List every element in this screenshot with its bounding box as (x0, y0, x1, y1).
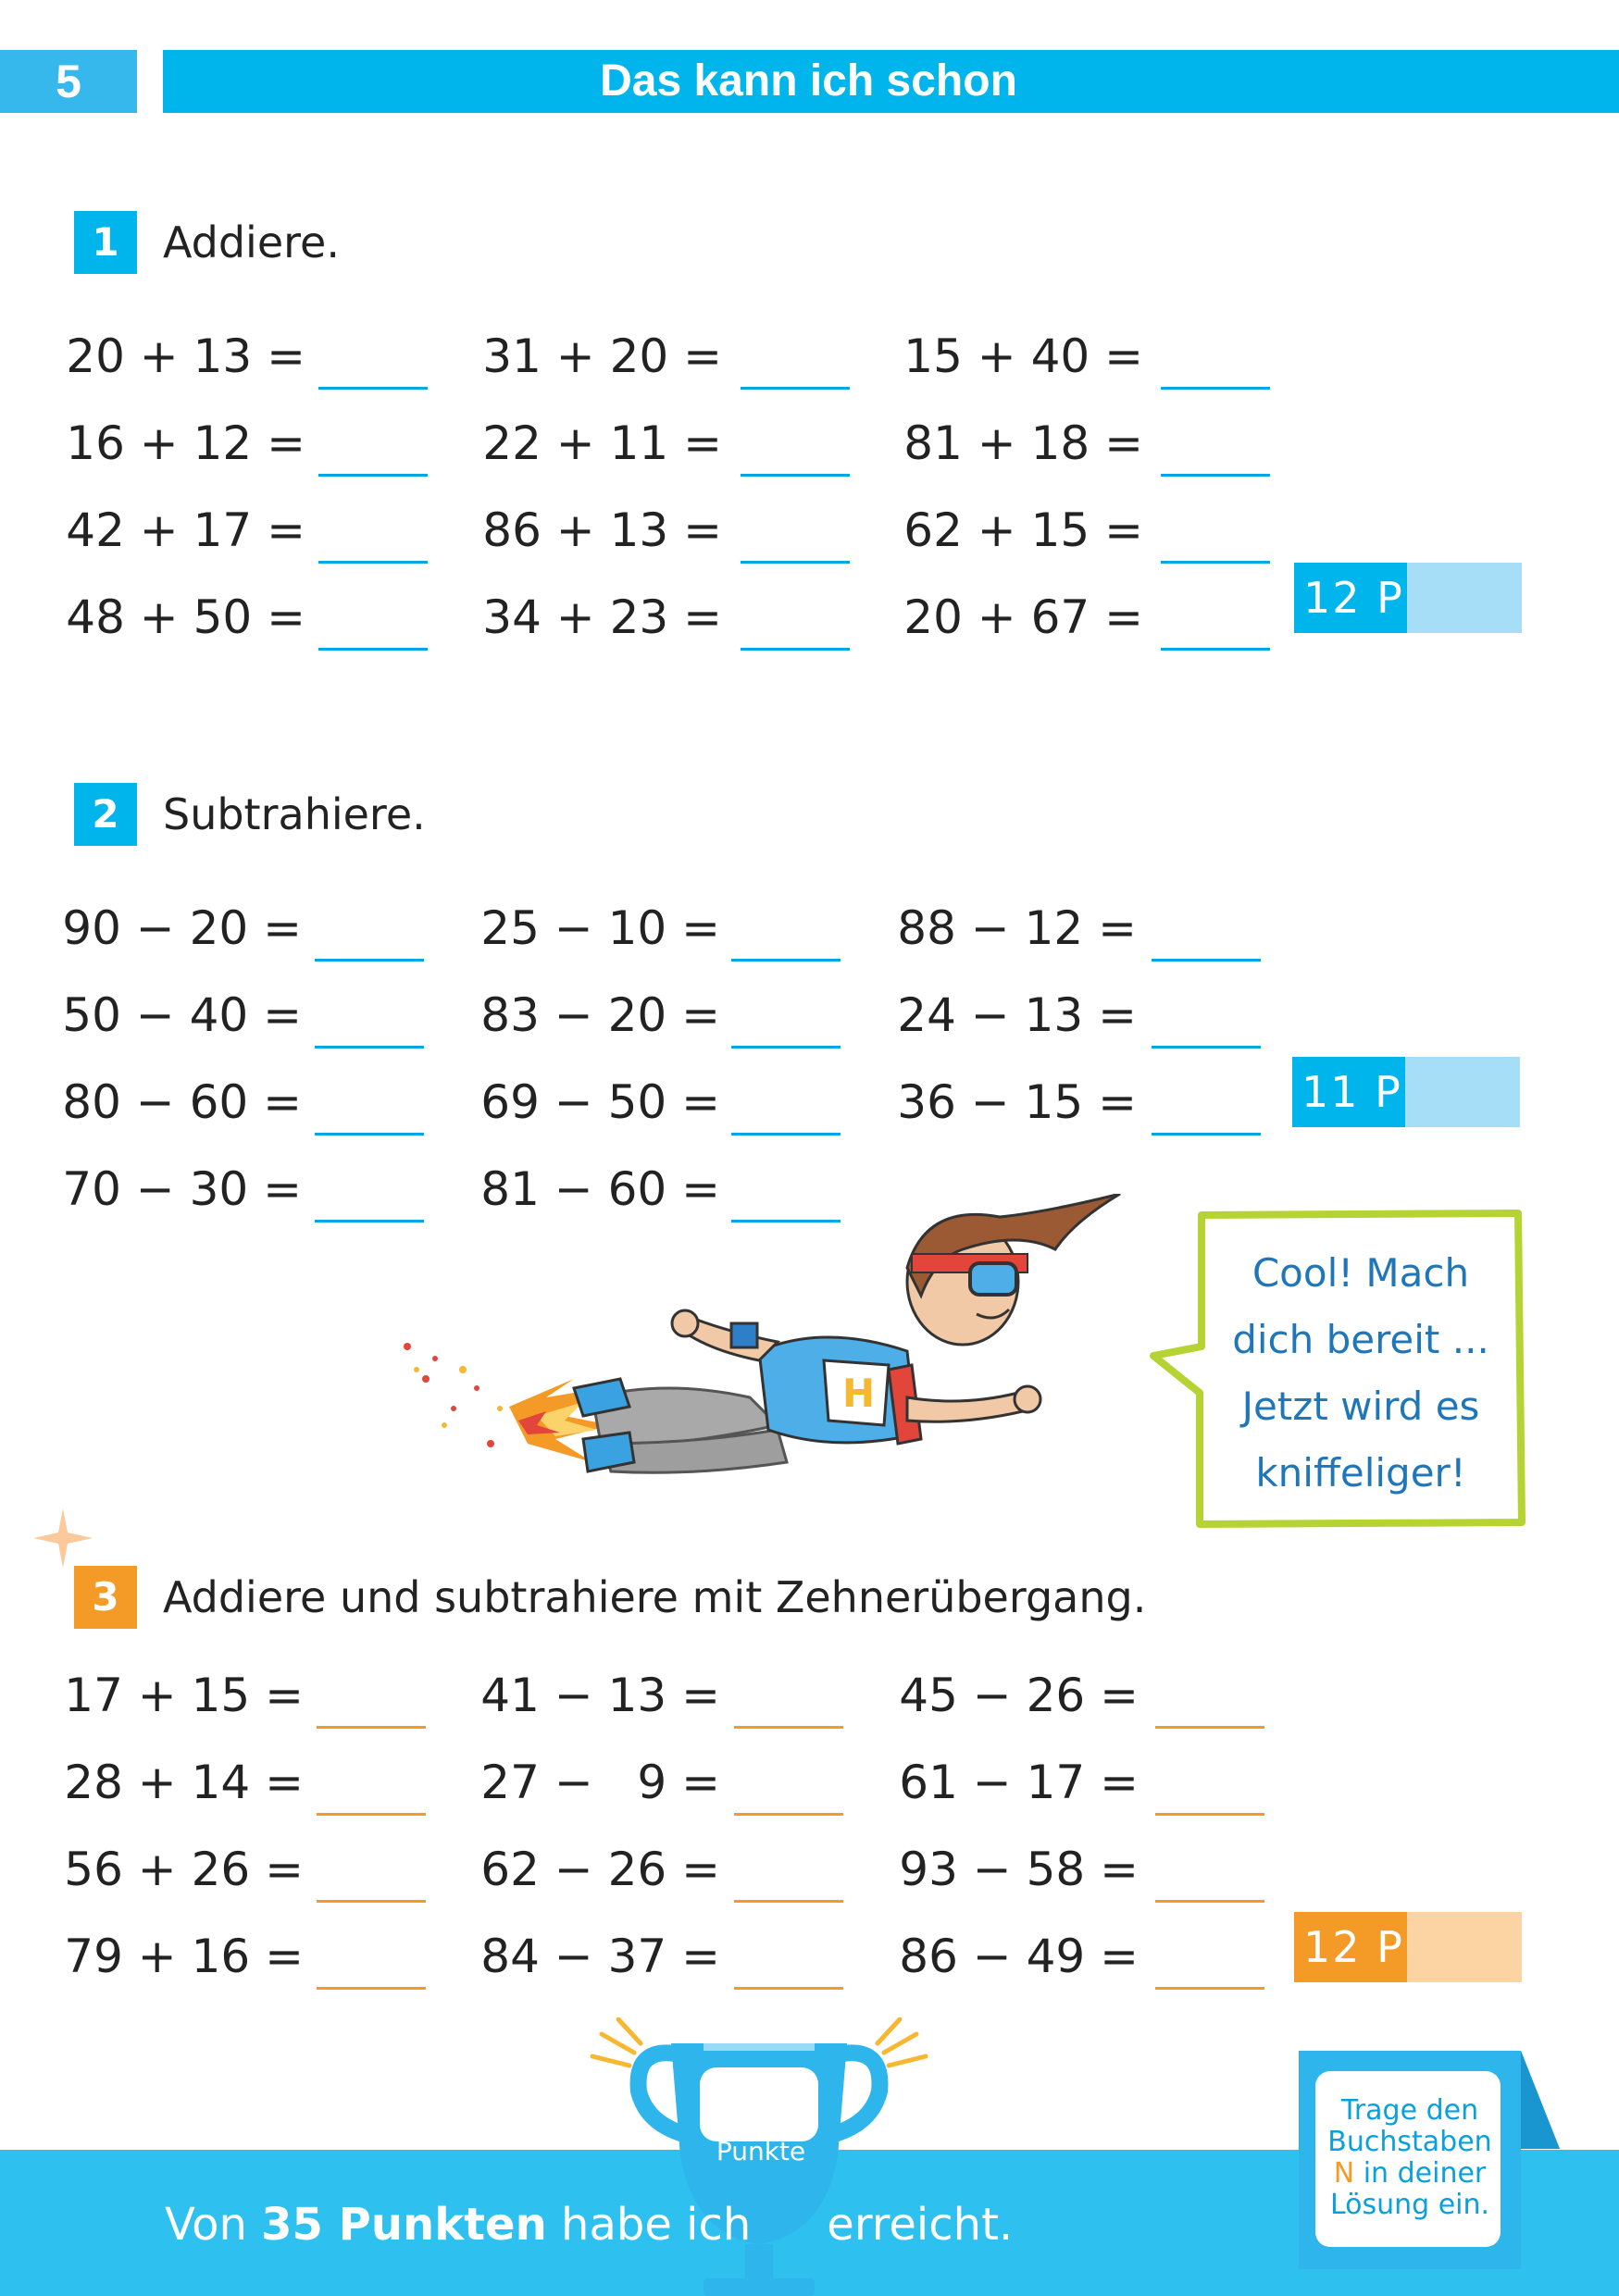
exercise-3-6: 27 − 9 = (480, 1756, 720, 1809)
speech-line: Cool! Mach (1252, 1250, 1470, 1296)
answer-blank[interactable] (741, 648, 850, 651)
exercise-1-7: 86 + 13 = (482, 503, 722, 557)
page-number: 5 (56, 56, 81, 107)
exercise-2-9: 88 − 12 = (897, 901, 1137, 955)
exercise-2-1: 90 − 20 = (62, 901, 302, 955)
exercise-3-1: 17 + 15 = (64, 1669, 304, 1722)
answer-blank[interactable] (1152, 959, 1261, 962)
answer-blank[interactable] (731, 1133, 841, 1136)
exercise-2-10: 24 − 13 = (897, 988, 1137, 1042)
exercise-1-8: 34 + 23 = (482, 590, 722, 644)
section-3-number: 3 (74, 1566, 137, 1629)
answer-blank[interactable] (318, 387, 428, 390)
exercise-3-4: 79 + 16 = (64, 1930, 304, 1983)
exercise-1-9: 15 + 40 = (903, 329, 1143, 383)
answer-blank[interactable] (731, 959, 841, 962)
section-3-instruction: Addiere und subtrahiere mit Zehnerübergang. (163, 1572, 1147, 1622)
exercise-1-2: 16 + 12 = (66, 416, 305, 470)
exercise-1-12: 20 + 67 = (903, 590, 1143, 644)
hint-text (1314, 2095, 1505, 2221)
speech-line: dich bereit ... (1232, 1317, 1489, 1362)
answer-blank[interactable] (734, 1813, 843, 1816)
answer-blank[interactable] (741, 474, 850, 477)
answer-blank[interactable] (1152, 1133, 1261, 1136)
page-title: Das kann ich schon (600, 56, 1017, 105)
section-1-instruction: Addiere. (163, 217, 340, 267)
answer-blank[interactable] (317, 1813, 426, 1816)
answer-blank[interactable] (734, 1987, 843, 1990)
section-2-score: 11 P (1292, 1057, 1405, 1127)
exercise-3-9: 45 − 26 = (899, 1669, 1139, 1722)
answer-blank[interactable] (731, 1046, 841, 1049)
star-icon (33, 1508, 93, 1568)
points-summary (165, 2188, 1013, 2262)
answer-blank[interactable] (1161, 648, 1270, 651)
exercise-1-6: 22 + 11 = (482, 416, 722, 470)
section-2-instruction: Subtrahiere. (163, 789, 426, 839)
exercise-1-5: 31 + 20 = (482, 329, 722, 383)
section-3-score: 12 P (1294, 1912, 1407, 1982)
section-1-score: 12 P (1294, 563, 1407, 633)
exercise-1-1: 20 + 13 = (66, 329, 305, 383)
exercise-3-5: 41 − 13 = (480, 1669, 720, 1722)
score-entry-field[interactable] (1405, 1057, 1520, 1127)
answer-blank[interactable] (317, 1987, 426, 1990)
answer-blank[interactable] (741, 387, 850, 390)
flying-hero-illustration (389, 1194, 1129, 1508)
speech-line: Jetzt wird es (1241, 1384, 1480, 1429)
speech-line: kniffeliger! (1255, 1450, 1466, 1496)
exercise-3-12: 86 − 49 = (899, 1930, 1139, 1983)
summary-text: habe ich (546, 2199, 752, 2251)
hint-line (1314, 2158, 1505, 2190)
answer-blank[interactable] (1161, 561, 1270, 564)
answer-blank[interactable] (315, 1133, 424, 1136)
hint-letter: N (1333, 2157, 1355, 2190)
section-2-number: 2 (74, 783, 137, 846)
answer-blank[interactable] (315, 959, 424, 962)
exercise-2-8: 81 − 60 = (480, 1162, 720, 1216)
answer-blank[interactable] (734, 1726, 843, 1729)
section-3-score-box[interactable] (1294, 1912, 1522, 1982)
exercise-2-4: 70 − 30 = (62, 1162, 302, 1216)
summary-text: erreicht. (827, 2199, 1014, 2251)
answer-blank[interactable] (1155, 1900, 1264, 1903)
score-entry-field[interactable] (1407, 1912, 1522, 1982)
exercise-3-7: 62 − 26 = (480, 1843, 720, 1896)
exercise-3-3: 56 + 26 = (64, 1843, 304, 1896)
hint-line-rest: in deiner (1354, 2157, 1487, 2190)
section-1-number: 1 (74, 211, 137, 274)
section-2-score-box[interactable] (1292, 1057, 1520, 1127)
answer-blank[interactable] (1155, 1813, 1264, 1816)
answer-blank[interactable] (1152, 1046, 1261, 1049)
exercise-3-8: 84 − 37 = (480, 1930, 720, 1983)
answer-blank[interactable] (1155, 1726, 1264, 1729)
section-1-score-box[interactable] (1294, 563, 1522, 633)
answer-blank[interactable] (315, 1046, 424, 1049)
exercise-2-6: 83 − 20 = (480, 988, 720, 1042)
svg-text:H: H (842, 1371, 876, 1416)
exercise-1-4: 48 + 50 = (66, 590, 305, 644)
exercise-3-2: 28 + 14 = (64, 1756, 304, 1809)
exercise-1-3: 42 + 17 = (66, 503, 305, 557)
answer-blank[interactable] (317, 1900, 426, 1903)
answer-blank[interactable] (1161, 474, 1270, 477)
answer-blank[interactable] (741, 561, 850, 564)
hint-line: Trage den (1340, 2094, 1479, 2127)
answer-blank[interactable] (318, 648, 428, 651)
speech-bubble-text (1213, 1240, 1509, 1507)
summary-text: Von (165, 2199, 262, 2251)
answer-blank[interactable] (1155, 1987, 1264, 1990)
hint-line: Buchstaben (1327, 2126, 1492, 2158)
hint-line: Lösung ein. (1329, 2189, 1490, 2221)
exercise-2-11: 36 − 15 = (897, 1075, 1137, 1129)
exercise-1-10: 81 + 18 = (903, 416, 1143, 470)
exercise-1-11: 62 + 15 = (903, 503, 1143, 557)
exercise-3-11: 93 − 58 = (899, 1843, 1139, 1896)
answer-blank[interactable] (318, 474, 428, 477)
exercise-2-7: 69 − 50 = (480, 1075, 720, 1129)
exercise-3-10: 61 − 17 = (899, 1756, 1139, 1809)
answer-blank[interactable] (734, 1900, 843, 1903)
exercise-2-2: 50 − 40 = (62, 988, 302, 1042)
answer-blank[interactable] (318, 561, 428, 564)
exercise-2-5: 25 − 10 = (480, 901, 720, 955)
points-entry-field[interactable] (722, 2188, 798, 2262)
score-entry-field[interactable] (1407, 563, 1522, 633)
exercise-2-3: 80 − 60 = (62, 1075, 302, 1129)
answer-blank[interactable] (317, 1726, 426, 1729)
trophy-label: Punkte (716, 2136, 806, 2166)
answer-blank[interactable] (1161, 387, 1270, 390)
total-points: 35 Punkten (261, 2199, 547, 2251)
